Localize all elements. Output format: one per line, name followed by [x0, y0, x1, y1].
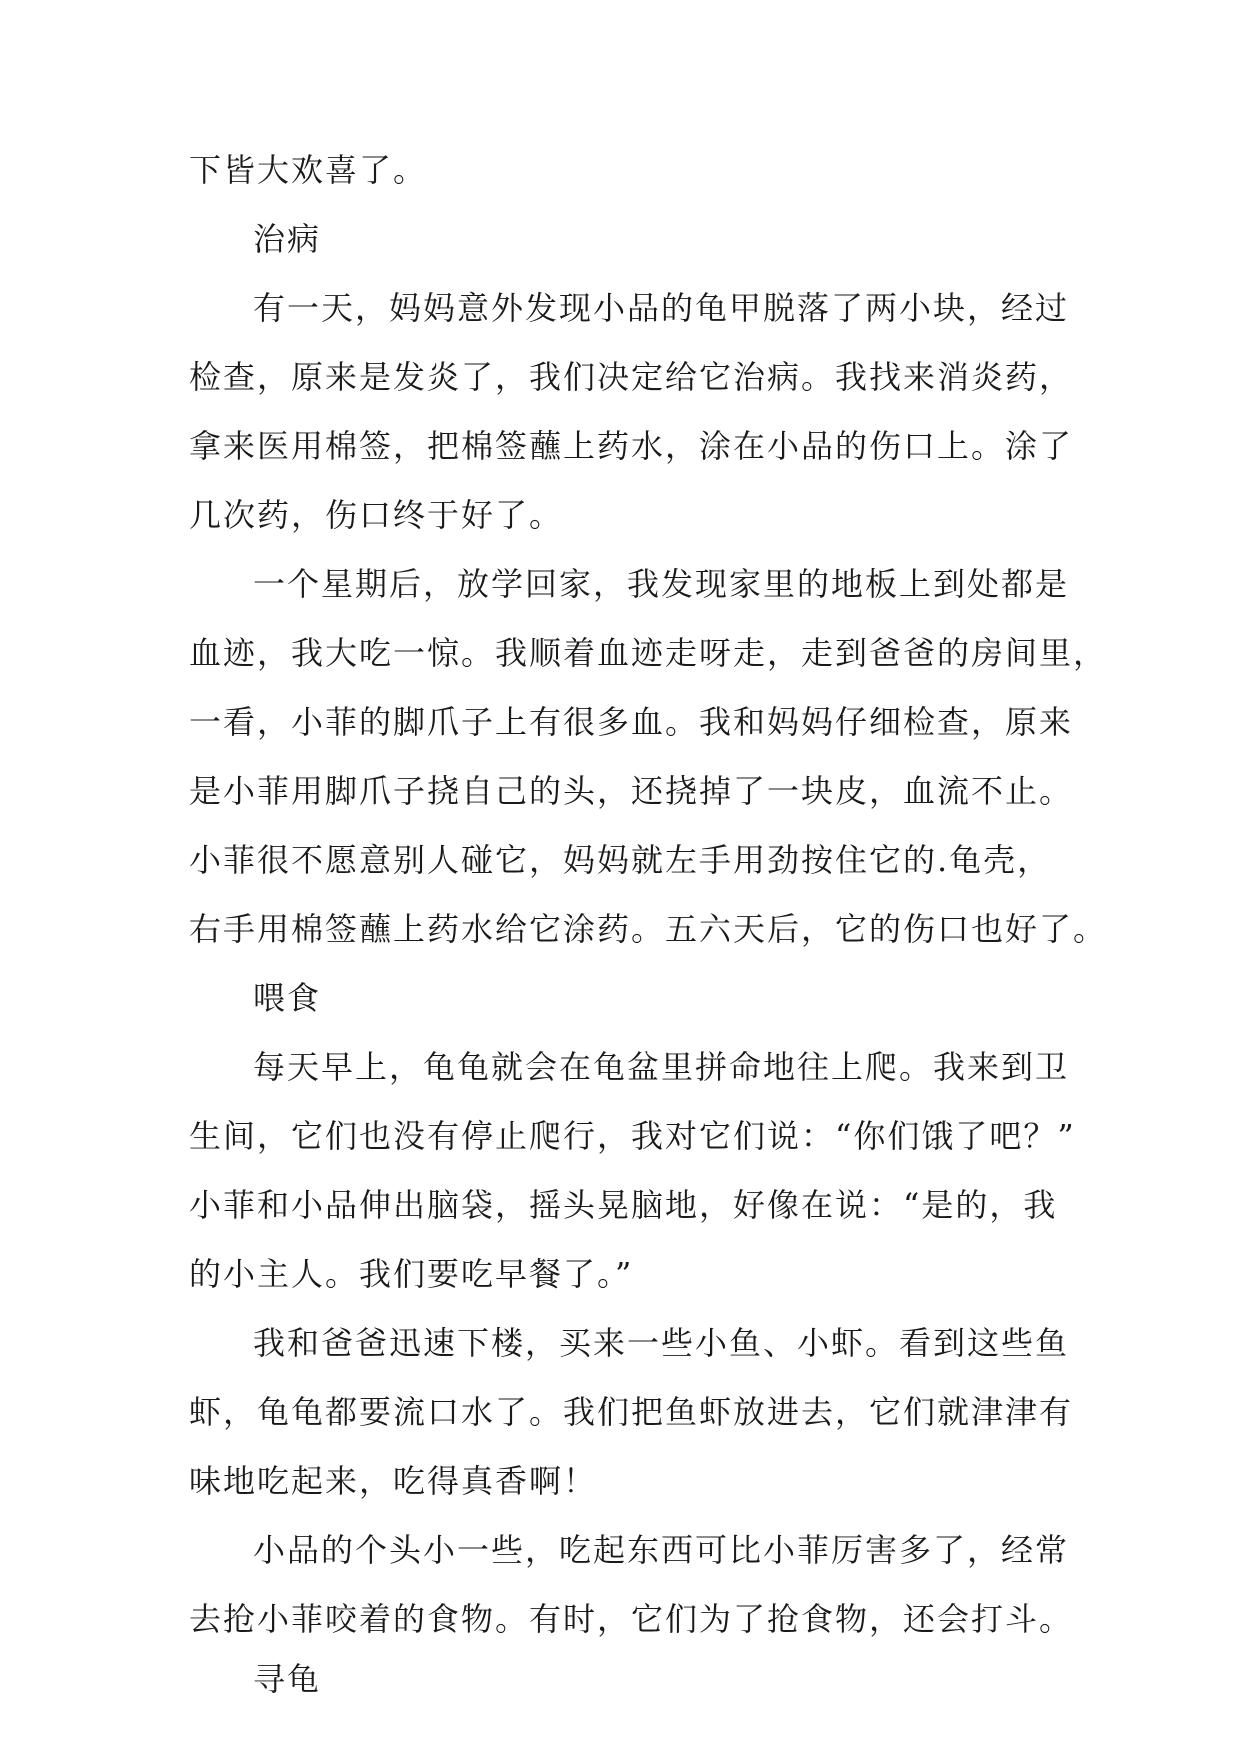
section-heading: 治病 — [253, 220, 322, 258]
text-line: 一个星期后，放学回家，我发现家里的地板上到处都是 — [253, 565, 1070, 603]
text-line: 小品的个头小一些，吃起东西可比小菲厉害多了，经常 — [253, 1531, 1070, 1569]
text-line: 检查，原来是发炎了，我们决定给它治病。我找来消炎药， — [189, 358, 1074, 396]
text-line: 血迹，我大吃一惊。我顺着血迹走呀走，走到爸爸的房间里， — [189, 634, 1108, 672]
text-line: 味地吃起来，吃得真香啊！ — [189, 1462, 598, 1500]
text-line: 拿来医用棉签，把棉签蘸上药水，涂在小品的伤口上。涂了 — [189, 427, 1074, 465]
text-line: 虾，龟龟都要流口水了。我们把鱼虾放进去，它们就津津有 — [189, 1393, 1074, 1431]
text-line: 我和爸爸迅速下楼，买来一些小鱼、小虾。看到这些鱼 — [253, 1324, 1070, 1362]
text-line: 每天早上，龟龟就会在龟盆里拼命地往上爬。我来到卫 — [253, 1048, 1070, 1086]
text-line: 右手用棉签蘸上药水给它涂药。五六天后，它的伤口也好了。 — [189, 910, 1108, 948]
text-line: 小菲和小品伸出脑袋，摇头晃脑地，好像在说：“是的，我 — [189, 1186, 1058, 1224]
section-heading: 喂食 — [253, 979, 322, 1017]
section-heading: 寻龟 — [253, 1660, 322, 1698]
text-line: 的小主人。我们要吃早餐了。” — [189, 1255, 634, 1293]
text-line: 小菲很不愿意别人碰它，妈妈就左手用劲按住它的.龟壳， — [189, 841, 1052, 879]
text-line: 去抢小菲咬着的食物。有时，它们为了抢食物，还会打斗。 — [189, 1600, 1074, 1638]
text-line: 几次药，伤口终于好了。 — [189, 496, 564, 534]
text-line: 有一天，妈妈意外发现小品的龟甲脱落了两小块，经过 — [253, 289, 1070, 327]
text-line: 一看，小菲的脚爪子上有很多血。我和妈妈仔细检查，原来 — [189, 703, 1074, 741]
text-line: 下皆大欢喜了。 — [189, 151, 428, 189]
text-line: 是小菲用脚爪子挠自己的头，还挠掉了一块皮，血流不止。 — [189, 772, 1074, 810]
text-line: 生间，它们也没有停止爬行，我对它们说：“你们饿了吧？” — [189, 1117, 1076, 1155]
